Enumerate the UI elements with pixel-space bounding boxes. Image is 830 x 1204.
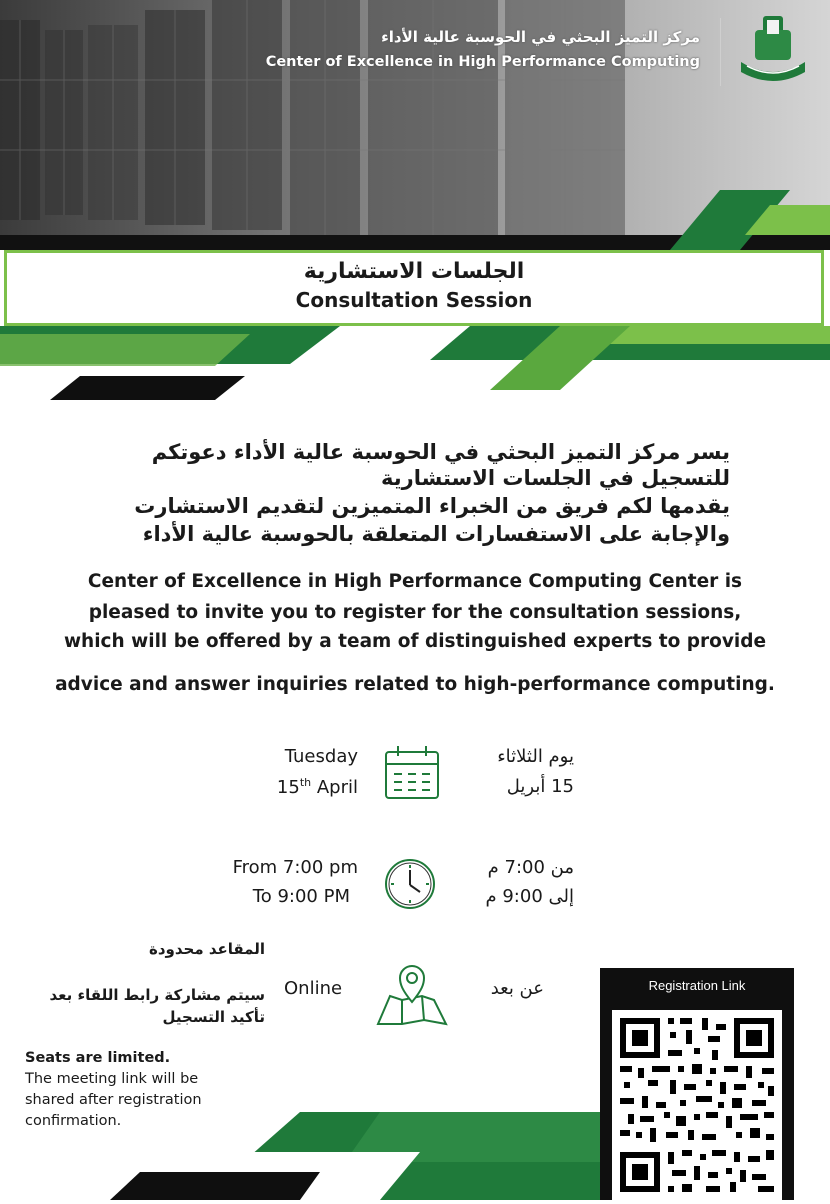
date-day-english: Tuesday <box>284 746 358 767</box>
date-number: 15 <box>276 777 300 798</box>
time-from-arabic: من 7:00 م <box>487 857 574 878</box>
decorative-stripes <box>0 326 830 400</box>
meeting-link-english-line1: The meeting link will be <box>25 1071 199 1087</box>
org-name-english: Center of Excellence in High Performance Computing <box>265 54 700 70</box>
intro-english-line3: which will be offered by a team of distinguished experts to provide <box>63 631 767 652</box>
date-month: April <box>316 777 358 798</box>
org-name-arabic: مركز التميز البحثي في الحوسبة عالية الأداء <box>381 28 700 46</box>
location-english: Online <box>284 978 343 999</box>
intro-english-line2: pleased to invite you to register for the consultation sessions, <box>88 602 742 623</box>
intro-english-line4: advice and answer inquiries related to high-performance computing. <box>55 674 775 695</box>
meeting-link-arabic-line1: سيتم مشاركة رابط اللقاء بعد <box>49 986 265 1004</box>
meeting-link-english-line2: shared after registration <box>25 1092 202 1108</box>
seats-limited-arabic: المقاعد محدودة <box>148 940 265 958</box>
intro-arabic-line3: يقدمها لكم فريق من الخبراء المتميزين لتقديم الاستشارت <box>134 494 730 518</box>
time-to-english: To 9:00 PM <box>252 886 350 907</box>
registration-qr-panel[interactable] <box>600 968 794 1200</box>
intro-english-line1: Center of Excellence in High Performance Computing Center is <box>87 571 743 592</box>
title-box <box>4 250 824 326</box>
date-english <box>158 776 358 798</box>
seats-limited-english: Seats are limited. <box>25 1050 171 1066</box>
date-arabic: 15 أبريل <box>506 776 574 797</box>
intro-arabic-line2: للتسجيل في الجلسات الاستشارية <box>381 466 730 490</box>
registration-link-label: Registration Link <box>648 978 746 993</box>
title-english: Consultation Session <box>295 288 533 312</box>
date-suffix: th <box>299 776 312 789</box>
meeting-link-arabic-line2: تأكيد التسجيل <box>162 1008 265 1026</box>
date-day-arabic: يوم الثلاثاء <box>497 746 574 767</box>
qr-code-icon[interactable] <box>612 1010 782 1200</box>
intro-arabic-line4: والإجابة على الاستفسارات المتعلقة بالحوسبة عالية الأداء <box>142 522 730 546</box>
meeting-link-english-line3: confirmation. <box>25 1113 122 1129</box>
time-to-arabic: إلى 9:00 م <box>485 886 574 907</box>
time-from-english: From 7:00 pm <box>232 857 358 878</box>
location-arabic: عن بعد <box>490 978 544 999</box>
university-seal-icon <box>733 10 813 90</box>
intro-arabic-line1: يسر مركز التميز البحثي في الحوسبة عالية الأداء دعوتكم <box>151 440 730 464</box>
logo-divider <box>720 18 721 86</box>
bottom-decorative-stripe <box>0 1112 620 1200</box>
title-arabic: الجلسات الاستشارية <box>303 259 525 284</box>
